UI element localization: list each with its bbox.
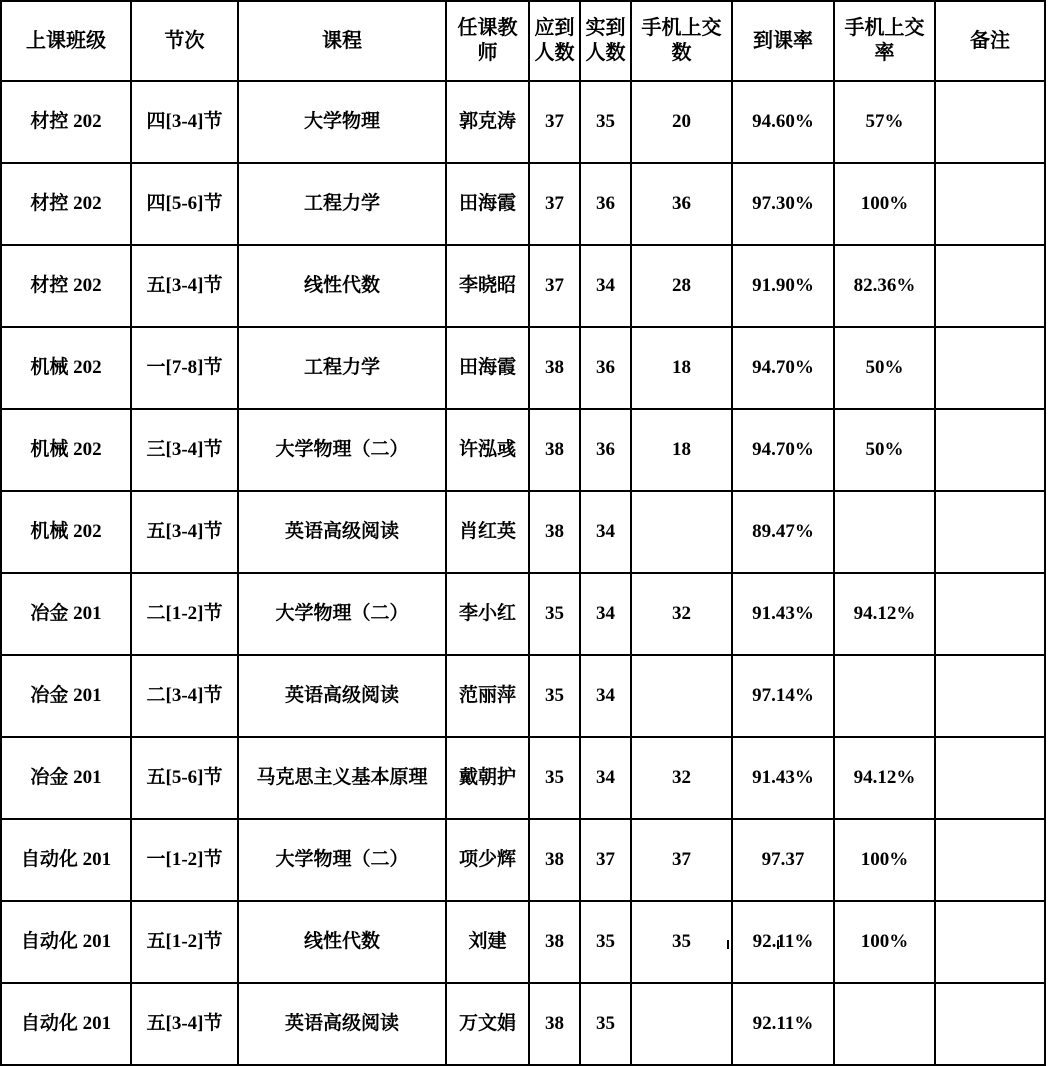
cell-period: 五[3-4]节: [131, 245, 238, 327]
cell-course: 大学物理（二）: [238, 409, 446, 491]
cell-phones: 32: [631, 737, 732, 819]
cell-expected: 38: [529, 327, 580, 409]
table-row: [1, 327, 1045, 409]
cell-phone-rate: 82.36%: [834, 245, 935, 327]
cell-period: 五[3-4]节: [131, 983, 238, 1065]
table-row: [1, 163, 1045, 245]
cell-phone-rate: 57%: [834, 81, 935, 163]
cell-actual: 35: [580, 901, 631, 983]
cell-teacher: 李小红: [446, 573, 529, 655]
cell-teacher: 郭克涛: [446, 81, 529, 163]
cell-phone-rate: 100%: [834, 819, 935, 901]
table-row: [1, 409, 1045, 491]
cell-class: 自动化 201: [1, 983, 131, 1065]
cell-course: 大学物理: [238, 81, 446, 163]
cell-remark: [935, 655, 1045, 737]
cell-period: 二[3-4]节: [131, 655, 238, 737]
table-row: [1, 655, 1045, 737]
cell-class: 材控 202: [1, 245, 131, 327]
cell-course: 马克思主义基本原理: [238, 737, 446, 819]
cell-phones: 18: [631, 409, 732, 491]
cell-phones: 18: [631, 327, 732, 409]
cell-phone-rate: [834, 491, 935, 573]
cell-expected: 37: [529, 81, 580, 163]
cell-remark: [935, 573, 1045, 655]
cell-actual: 34: [580, 491, 631, 573]
cell-teacher: 范丽萍: [446, 655, 529, 737]
cell-course: 大学物理（二）: [238, 819, 446, 901]
cell-course: 线性代数: [238, 901, 446, 983]
cell-period: 二[1-2]节: [131, 573, 238, 655]
cell-remark: [935, 245, 1045, 327]
cell-remark: [935, 327, 1045, 409]
cell-expected: 37: [529, 245, 580, 327]
column-header-course: 课程: [238, 1, 446, 81]
column-header-expected: 应到人数: [529, 1, 580, 81]
table-row: [1, 819, 1045, 901]
cell-class: 自动化 201: [1, 901, 131, 983]
column-header-phone-rate: 手机上交率: [834, 1, 935, 81]
next-row-partial: [0, 940, 1044, 949]
cell-phone-rate: [834, 655, 935, 737]
cell-attendance-rate: 91.43%: [732, 573, 834, 655]
column-header-remark: 备注: [935, 1, 1045, 81]
cell-phones: 28: [631, 245, 732, 327]
cell-teacher: 刘建: [446, 901, 529, 983]
cell-remark: [935, 81, 1045, 163]
cell-course: 线性代数: [238, 245, 446, 327]
cell-phones: 35: [631, 901, 732, 983]
cell-period: 五[1-2]节: [131, 901, 238, 983]
cell-course: 大学物理（二）: [238, 573, 446, 655]
cell-course: 英语高级阅读: [238, 491, 446, 573]
cell-actual: 35: [580, 81, 631, 163]
cell-phone-rate: 100%: [834, 163, 935, 245]
cell-attendance-rate: 91.90%: [732, 245, 834, 327]
next-row-cell-expected: [679, 940, 729, 949]
cell-phone-rate: 94.12%: [834, 737, 935, 819]
cell-remark: [935, 163, 1045, 245]
cell-actual: 34: [580, 573, 631, 655]
next-row-cell-actual: [729, 940, 779, 949]
cell-teacher: 田海霞: [446, 327, 529, 409]
cell-attendance-rate: 92.11%: [732, 983, 834, 1065]
cell-remark: [935, 983, 1045, 1065]
cell-teacher: 田海霞: [446, 163, 529, 245]
cell-phones: 20: [631, 81, 732, 163]
cell-expected: 35: [529, 655, 580, 737]
cell-actual: 35: [580, 983, 631, 1065]
cell-phone-rate: [834, 983, 935, 1065]
cell-expected: 38: [529, 409, 580, 491]
table-row: [1, 983, 1045, 1065]
cell-expected: 38: [529, 819, 580, 901]
cell-actual: 36: [580, 327, 631, 409]
cell-teacher: 许泓彧: [446, 409, 529, 491]
cell-actual: 34: [580, 245, 631, 327]
cell-actual: 34: [580, 655, 631, 737]
cell-class: 机械 202: [1, 409, 131, 491]
cell-attendance-rate: 97.30%: [732, 163, 834, 245]
cell-actual: 37: [580, 819, 631, 901]
cell-phone-rate: 50%: [834, 409, 935, 491]
cell-teacher: 李晓昭: [446, 245, 529, 327]
cell-period: 一[7-8]节: [131, 327, 238, 409]
cell-remark: [935, 819, 1045, 901]
cell-phones: 32: [631, 573, 732, 655]
cell-class: 自动化 201: [1, 819, 131, 901]
cell-class: 材控 202: [1, 163, 131, 245]
column-header-actual: 实到人数: [580, 1, 631, 81]
cell-period: 三[3-4]节: [131, 409, 238, 491]
table-header-row: [1, 1, 1045, 81]
cell-class: 机械 202: [1, 327, 131, 409]
cell-period: 五[5-6]节: [131, 737, 238, 819]
cell-course: 英语高级阅读: [238, 655, 446, 737]
cell-attendance-rate: 94.60%: [732, 81, 834, 163]
cell-teacher: 项少辉: [446, 819, 529, 901]
cell-teacher: 戴朝护: [446, 737, 529, 819]
cell-expected: 38: [529, 983, 580, 1065]
cell-course: 工程力学: [238, 327, 446, 409]
cell-period: 四[5-6]节: [131, 163, 238, 245]
cell-expected: 35: [529, 573, 580, 655]
cell-expected: 38: [529, 491, 580, 573]
cell-actual: 36: [580, 409, 631, 491]
cell-teacher: 肖红英: [446, 491, 529, 573]
cell-actual: 34: [580, 737, 631, 819]
cell-remark: [935, 491, 1045, 573]
cell-phones: 37: [631, 819, 732, 901]
cell-attendance-rate: 97.37: [732, 819, 834, 901]
cell-remark: [935, 737, 1045, 819]
cell-attendance-rate: 91.43%: [732, 737, 834, 819]
column-header-class: 上课班级: [1, 1, 131, 81]
cell-phone-rate: 50%: [834, 327, 935, 409]
cell-period: 一[1-2]节: [131, 819, 238, 901]
cell-phone-rate: 94.12%: [834, 573, 935, 655]
column-header-period: 节次: [131, 1, 238, 81]
cell-attendance-rate: 92.11%: [732, 901, 834, 983]
cell-phones: [631, 655, 732, 737]
cell-remark: [935, 409, 1045, 491]
cell-expected: 38: [529, 901, 580, 983]
cell-attendance-rate: 94.70%: [732, 327, 834, 409]
column-header-phones: 手机上交数: [631, 1, 732, 81]
cell-class: 冶金 201: [1, 737, 131, 819]
cell-phones: [631, 983, 732, 1065]
cell-attendance-rate: 94.70%: [732, 409, 834, 491]
cell-actual: 36: [580, 163, 631, 245]
column-header-attendance-rate: 到课率: [732, 1, 834, 81]
cell-phones: 36: [631, 163, 732, 245]
cell-phones: [631, 491, 732, 573]
cell-course: 英语高级阅读: [238, 983, 446, 1065]
cell-course: 工程力学: [238, 163, 446, 245]
table-row: [1, 81, 1045, 163]
cell-class: 机械 202: [1, 491, 131, 573]
cell-phone-rate: 100%: [834, 901, 935, 983]
cell-period: 四[3-4]节: [131, 81, 238, 163]
cell-teacher: 万文娟: [446, 983, 529, 1065]
cell-class: 冶金 201: [1, 573, 131, 655]
table-row: [1, 245, 1045, 327]
table-row: [1, 737, 1045, 819]
cell-class: 冶金 201: [1, 655, 131, 737]
table-row: [1, 491, 1045, 573]
cell-period: 五[3-4]节: [131, 491, 238, 573]
cell-attendance-rate: 89.47%: [732, 491, 834, 573]
cell-attendance-rate: 97.14%: [732, 655, 834, 737]
cell-expected: 37: [529, 163, 580, 245]
cell-expected: 35: [529, 737, 580, 819]
cell-class: 材控 202: [1, 81, 131, 163]
column-header-teacher: 任课教师: [446, 1, 529, 81]
table-row: [1, 573, 1045, 655]
